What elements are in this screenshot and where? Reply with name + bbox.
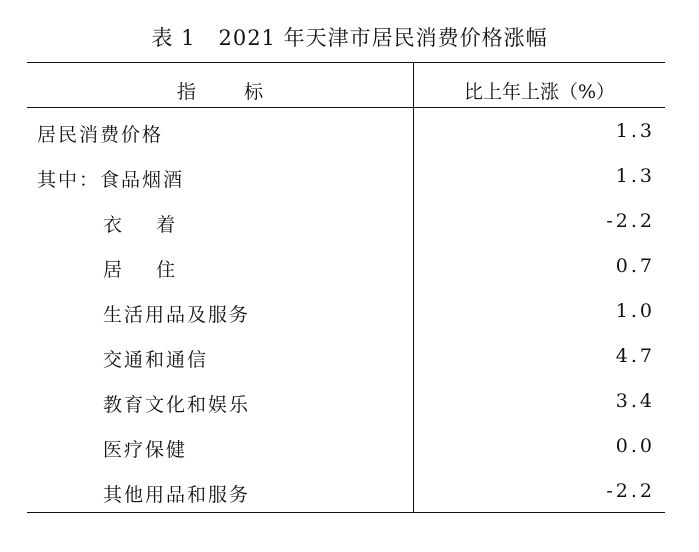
row-label: 居民消费价格 (37, 124, 164, 146)
row-label: 其他用品和服务 (103, 484, 251, 506)
row-value: 1.0 (615, 300, 655, 322)
header-indicator: 指 标 (176, 81, 264, 103)
row-label: 生活用品及服务 (103, 304, 251, 326)
table-row (27, 255, 665, 285)
table-row (27, 300, 665, 330)
table-row (27, 435, 665, 465)
table-row (27, 210, 665, 240)
table-title: 表 1 2021 年天津市居民消费价格涨幅 (151, 26, 548, 50)
row-label: 交通和通信 (103, 349, 209, 371)
row-value: 1.3 (615, 165, 655, 187)
table-row (27, 120, 665, 150)
row-label: 衣 着 (103, 214, 178, 236)
table-row (27, 345, 665, 375)
table-row (27, 165, 665, 195)
row-label: 居 住 (103, 259, 178, 281)
row-label: 其中：食品烟酒 (37, 169, 185, 191)
table-bottom-rule (27, 512, 665, 513)
table-row (27, 480, 665, 510)
header-change: 比上年上涨（%） (463, 81, 616, 103)
row-value: 4.7 (615, 345, 655, 367)
row-value: 0.0 (615, 435, 655, 457)
row-label: 教育文化和娱乐 (103, 394, 251, 416)
row-value: 1.3 (615, 120, 655, 142)
table-top-rule (27, 62, 665, 63)
row-label: 医疗保健 (103, 439, 188, 461)
row-value: 3.4 (615, 390, 655, 412)
row-value: -2.2 (606, 480, 655, 502)
row-value: 0.7 (615, 255, 655, 277)
row-value: -2.2 (606, 210, 655, 232)
table-row (27, 390, 665, 420)
table-header-rule (27, 107, 665, 108)
